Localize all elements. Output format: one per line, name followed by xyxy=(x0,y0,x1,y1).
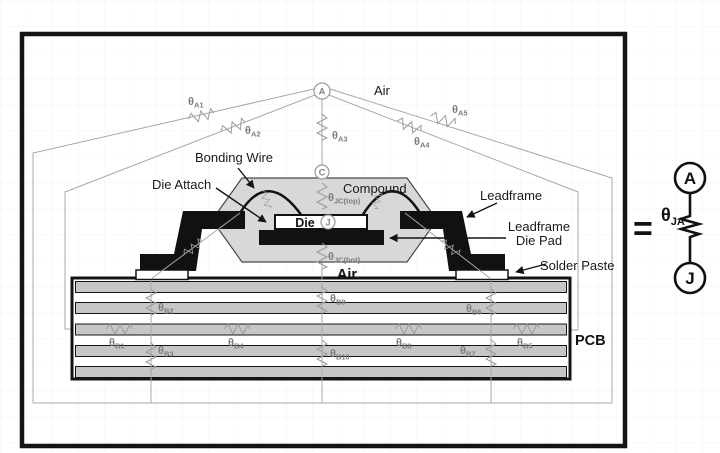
leadframe-die-pad-label-line2: Die Pad xyxy=(515,233,563,248)
theta-a3-label: $\theta_{A3}$ xyxy=(332,130,348,144)
theta-ja-label: $\theta_{JA}$ xyxy=(661,205,685,228)
node-j-label: J xyxy=(325,217,331,229)
pcb-layer xyxy=(76,324,567,335)
air-gap-label: Air xyxy=(336,267,358,283)
die-attach-label: Die Attach xyxy=(152,177,212,192)
leadframe-die-pad-label-line1: Leadframe xyxy=(507,219,571,234)
equivalent-node-j-label: J xyxy=(685,269,695,288)
pcb-label: PCB xyxy=(575,333,606,349)
theta-a4-label: $\theta_{A4}$ xyxy=(414,136,430,150)
theta-b7-label: $\theta_{B7}$ xyxy=(460,345,476,359)
theta-b8-label: $\theta_{B8}$ xyxy=(396,337,412,351)
node-a-label: A xyxy=(318,86,326,98)
theta-b6-label: $\theta_{B6}$ xyxy=(466,303,482,317)
leadframe-die-pad xyxy=(259,230,384,245)
theta-a2-label: $\theta_{A2}$ xyxy=(245,125,261,139)
theta-a1-label: $\theta_{A1}$ xyxy=(188,96,204,110)
theta-b1-label: $\theta_{B1}$ xyxy=(109,337,125,351)
die-label: Die xyxy=(295,216,315,230)
node-c-label: C xyxy=(318,167,326,179)
theta-b5-label: $\theta_{B5}$ xyxy=(517,337,533,351)
solder-paste-label: Solder Paste xyxy=(540,258,615,273)
solder-paste-right xyxy=(456,270,508,280)
theta-b2-label: $\theta_{B2}$ xyxy=(158,302,174,316)
theta-b9-label: $\theta_{B9}$ xyxy=(330,293,346,307)
equals-sign: = xyxy=(633,210,653,248)
pcb-layer xyxy=(76,367,567,378)
compound-label: Compound xyxy=(343,181,407,196)
theta-jc-top-label: $\theta_{JC(top)}$ xyxy=(328,192,361,206)
bonding-wire-label: Bonding Wire xyxy=(195,150,274,165)
equivalent-node-a-label: A xyxy=(683,169,697,188)
theta-b10-label: $\theta_{B10}$ xyxy=(330,348,350,362)
theta-b3-label: $\theta_{B3}$ xyxy=(158,345,174,359)
leadframe-label: Leadframe xyxy=(480,188,543,203)
theta-a5-label: $\theta_{A5}$ xyxy=(452,104,468,118)
theta-b4-label: $\theta_{B4}$ xyxy=(228,337,244,351)
theta-jc-bot-label: $\theta_{JC(bot)}$ xyxy=(328,251,361,265)
air-top-label: Air xyxy=(374,83,390,98)
